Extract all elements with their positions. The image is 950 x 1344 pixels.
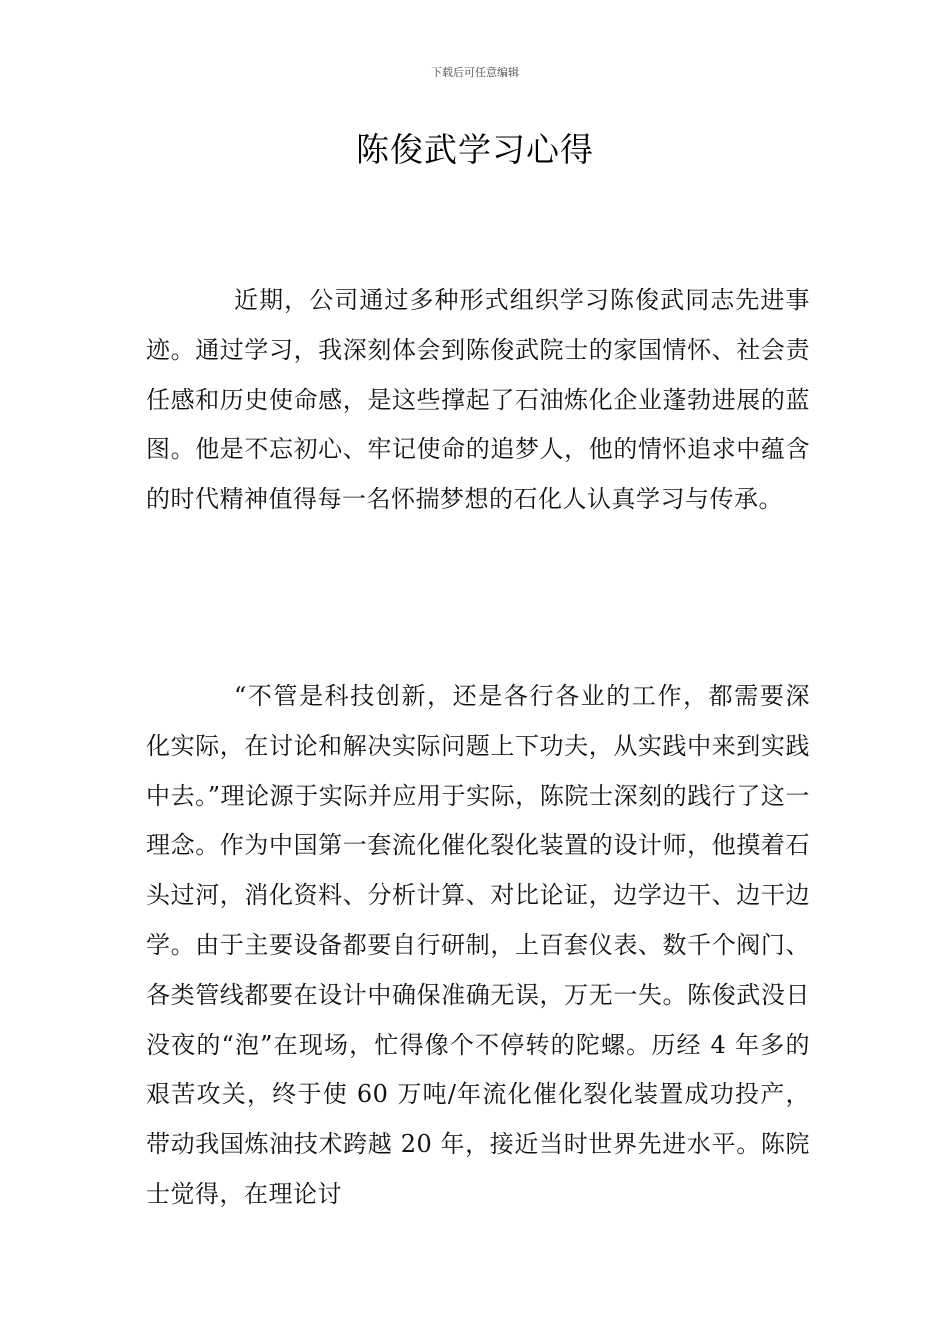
paragraph-intro: 近期，公司通过多种形式组织学习陈俊武同志先进事迹。通过学习，我深刻体会到陈俊武院士的家国情怀、社会责任感和历史使命感，是这些撑起了石油炼化企业蓬勃进展的蓝图。他是不忘初心、牢记使命的追梦人，他的情怀追求中蕴含的时代精神值得每一名怀揣梦想的石化人认真学习与传承。 <box>146 286 810 514</box>
paragraph-quote: “不管是科技创新，还是各行各业的工作，都需要深化实际，在讨论和解决实际问题上下功夫，从实践中来到实践中去。”理论源于实际并应用于实际，陈院士深刻的践行了这一理念。作为中国第一套流化催化裂化装置的设计师，他摸着石头过河，消化资料、分析计算、对比论证，边学边干、边干边学。由于主要设备都要自行研制，上百套仪表、数千个阀门、各类管线都要在设计中确保准确无误，万无一失。陈俊武没日没夜的“泡”在现场，忙得像个不停转的陀螺。历经 4 年多的艰苦攻关，终于使 60 万吨/年流化催化裂化装置成功投产，带动我国炼油技术跨越 20 年，接近当时世界先进水平。陈院士觉得，在理论讨 <box>146 682 810 1208</box>
header-note: 下载后可任意编辑 <box>431 66 519 79</box>
document-title: 陈俊武学习心得 <box>356 130 594 169</box>
